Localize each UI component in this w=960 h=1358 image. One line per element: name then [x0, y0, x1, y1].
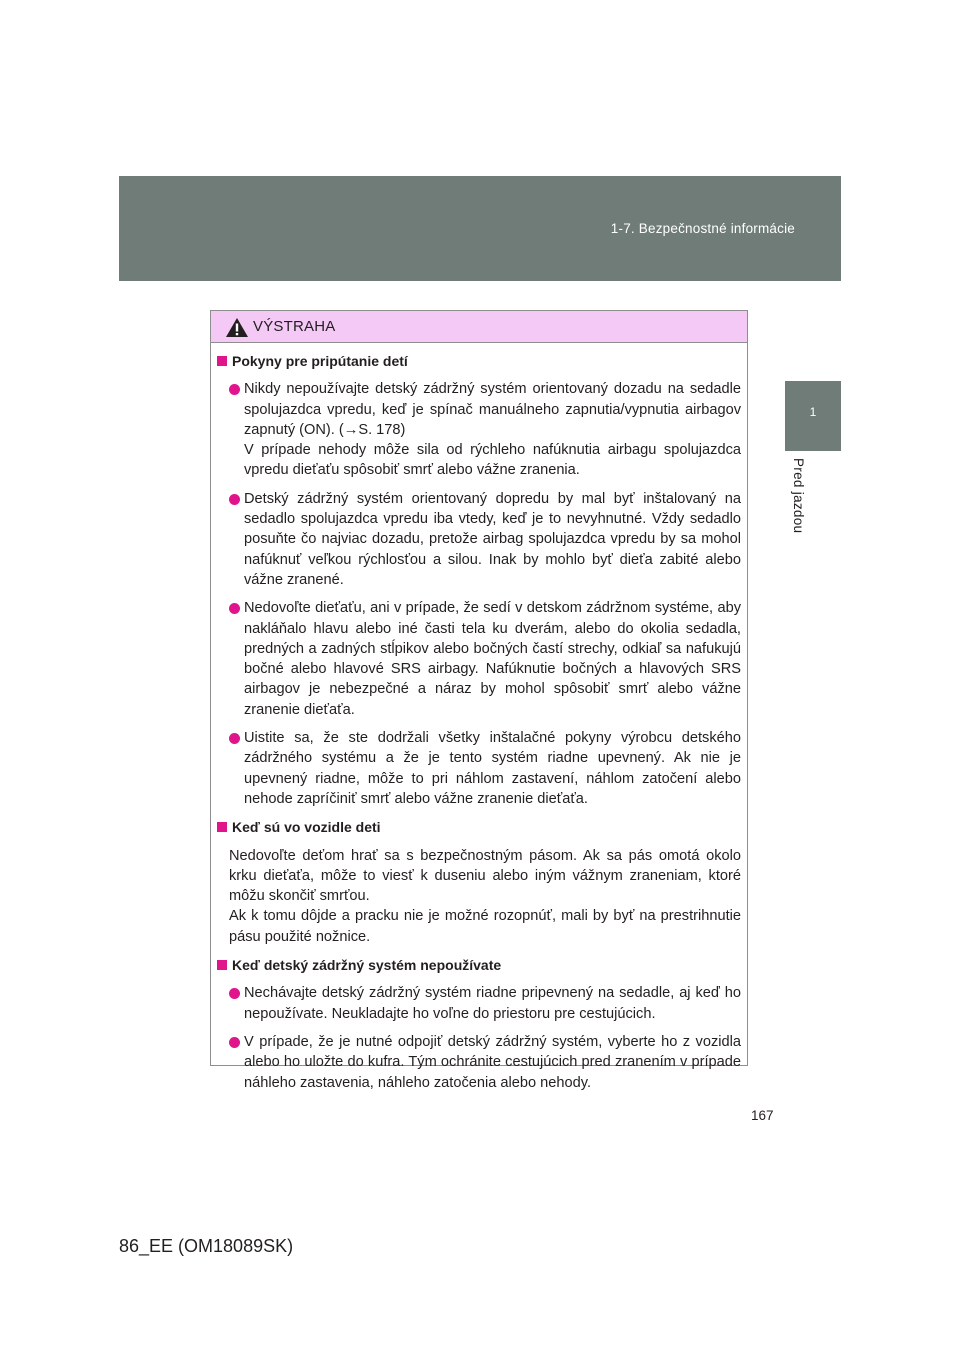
round-bullet-icon [229, 988, 240, 999]
section-heading-text: Keď sú vo vozidle deti [232, 819, 381, 836]
section-heading-text: Pokyny pre pripútanie detí [232, 353, 408, 369]
warning-title: VÝSTRAHA [253, 318, 336, 335]
square-bullet-icon [217, 960, 227, 970]
list-item [229, 983, 741, 1024]
list-item-text: Uistite sa, že ste dodržali všetky inštalačné pokyny výrobcu detského zádržného systému a že je tento systém riadne upevnený. Ak nie je upevnený riadne, môže to pri náhlom zastavení, náhlom zatočení alebo nehode zapríčiniť smrť alebo vážne zranenie dieťaťa. [244, 730, 741, 807]
list-item-text: Detský zádržný systém orientovaný dopredu by mal byť inštalovaný na sedadlo spolujazdca vpredu iba vtedy, keď je to nevyhnutné. Vždy sedadlo posuňte čo najviac dozadu, pretože airbag spolujazdca vpredu by sa mohol nafúknuť veľkou rýchlosťou a silou. Inak by mohlo byť dieťa zabité alebo vážne zranené. [244, 490, 741, 588]
warning-box [210, 310, 748, 1091]
chapter-label: Pred jazdou [791, 458, 806, 534]
warning-triangle-icon [225, 317, 249, 338]
section-heading-text: Keď detský zádržný systém nepoužívate [232, 957, 502, 974]
square-bullet-icon [217, 822, 227, 832]
document-code: 86_EE (OM18089SK) [119, 1236, 294, 1256]
list-item [229, 728, 741, 809]
list-item [229, 1032, 741, 1093]
warning-content [211, 343, 747, 1093]
header-band [119, 176, 841, 281]
section-title: 1-7. Bezpečnostné informácie [610, 221, 795, 236]
section-heading [217, 955, 741, 975]
section-heading [217, 817, 741, 837]
list-item [229, 379, 741, 480]
square-bullet-icon [217, 356, 227, 366]
chapter-number: 1 [809, 405, 817, 419]
page-number: 167 [751, 1108, 774, 1123]
round-bullet-icon [229, 733, 240, 744]
round-bullet-icon [229, 1037, 240, 1048]
round-bullet-icon [229, 603, 240, 614]
list-item [229, 489, 741, 590]
warning-header [211, 311, 747, 343]
chapter-tab [785, 381, 841, 451]
section-heading [217, 351, 741, 371]
list-item-text: V prípade, že je nutné odpojiť detský zádržný systém, vyberte ho z vozidla alebo ho uložte do kufra. Tým ochránite cestujúcich pred zranením v prípade náhleho zastavenia, náhleho zatočenia alebo nehody. [244, 1033, 741, 1091]
list-item-text: Nikdy nepoužívajte detský zádržný systém orientovaný dozadu na sedadle spolujazdca vpredu, keď je spínač manuálneho zapnutia/vypnutia airbagov zapnutý (ON). (→S. 178) V prípade nehody môže sila od rýchleho nafúknutia airbagu spolujazdca vpredu dieťaťu spôsobiť smrť alebo vážne zranenia. [244, 381, 741, 479]
list-item-text: Nechávajte detský zádržný systém riadne pripevnený na sedadle, aj keď ho nepoužívate. Neukladajte ho voľne do priestoru pre cestujúcich. [244, 985, 741, 1022]
list-item-text: Nedovoľte dieťaťu, ani v prípade, že sedí v detskom zádržnom systéme, aby nakláňalo hlavu alebo iné časti tela ku dverám, alebo do okolia sedadla, predných a zadných stĺpikov alebo bočných častí strechy, odkiaľ sa nafukujú bočné alebo hlavové SRS airbagy. Nafúknutie bočných a hlavových SRS airbagov je nebezpečné a náraz by mohol spôsobiť smrť alebo vážne zranenie dieťaťa. [244, 600, 741, 718]
round-bullet-icon [229, 494, 240, 505]
section-paragraph: Nedovoľte deťom hrať sa s bezpečnostným pásom. Ak sa pás omotá okolo krku dieťaťa, môže to viesť k duseniu alebo iným vážnym zraneniam, ktoré môžu skončiť smrťou. Ak k tomu dôjde a pracku nie je možné rozopnúť, mali by byť na prestrihnutie pásu použité nožnice. [229, 847, 741, 945]
round-bullet-icon [229, 384, 240, 395]
list-item [229, 598, 741, 720]
